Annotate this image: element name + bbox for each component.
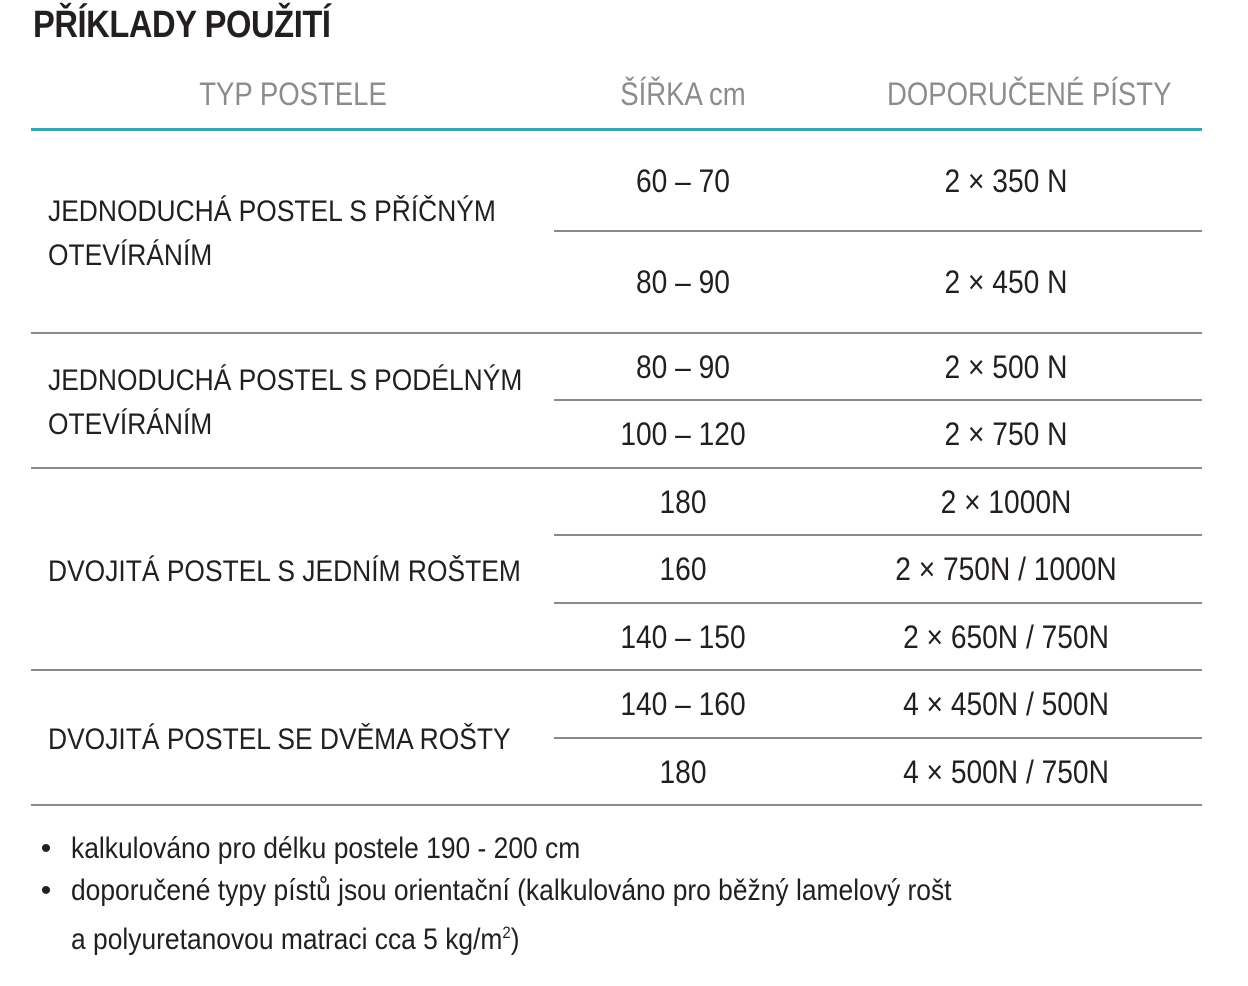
group-divider bbox=[31, 669, 1202, 671]
pistons-cell: 2 × 650N / 750N bbox=[903, 619, 1109, 655]
bed-type-label bbox=[48, 550, 521, 594]
pistons-cell: 2 × 500 N bbox=[944, 349, 1068, 385]
width-cell: 140 – 150 bbox=[620, 619, 746, 655]
note-item-continuation bbox=[36, 912, 1136, 961]
pistons-cell: 2 × 750N / 1000N bbox=[895, 551, 1117, 587]
row-divider bbox=[554, 399, 1202, 401]
pistons-cell: 2 × 450 N bbox=[944, 264, 1068, 300]
bed-type-line: JEDNODUCHÁ POSTEL S PŘÍČNÝM bbox=[48, 195, 496, 228]
width-cell: 180 bbox=[659, 754, 707, 790]
note-text: kalkulováno pro délku postele 190 - 200 cm bbox=[71, 832, 581, 865]
bed-type-label bbox=[48, 718, 511, 762]
width-cell: 80 – 90 bbox=[636, 349, 730, 385]
bed-type-line: DVOJITÁ POSTEL S JEDNÍM ROŠTEM bbox=[48, 555, 521, 588]
row-divider bbox=[554, 534, 1202, 536]
bed-type-label bbox=[48, 359, 522, 447]
bed-type-line: JEDNODUCHÁ POSTEL S PODÉLNÝM bbox=[48, 364, 523, 397]
superscript: 2 bbox=[502, 923, 511, 942]
pistons-cell: 4 × 450N / 500N bbox=[903, 686, 1109, 722]
row-divider bbox=[554, 737, 1202, 739]
header-rule bbox=[31, 128, 1202, 131]
bullet-icon: • bbox=[40, 874, 52, 907]
note-text: doporučené typy pístů jsou orientační (kalkulováno pro běžný lamelový rošt bbox=[71, 874, 952, 907]
row-divider bbox=[554, 602, 1202, 604]
pistons-cell: 2 × 1000N bbox=[940, 484, 1072, 520]
header-width: ŠÍŘKA cm bbox=[620, 76, 746, 112]
pistons-cell: 2 × 350 N bbox=[944, 163, 1068, 199]
group-divider bbox=[31, 467, 1202, 469]
note-text-part: a polyuretanovou matraci cca 5 kg/m bbox=[71, 923, 503, 956]
row-divider bbox=[554, 230, 1202, 232]
width-cell: 160 bbox=[659, 551, 707, 587]
width-cell: 80 – 90 bbox=[636, 264, 730, 300]
bullet-icon: • bbox=[40, 832, 52, 865]
notes-list bbox=[36, 828, 1136, 961]
width-cell: 100 – 120 bbox=[620, 416, 746, 452]
width-cell: 60 – 70 bbox=[636, 163, 730, 199]
bed-type-line: DVOJITÁ POSTEL SE DVĚMA ROŠTY bbox=[48, 723, 511, 756]
note-text bbox=[71, 912, 520, 961]
bed-type-label bbox=[48, 190, 496, 278]
note-item bbox=[36, 870, 1136, 912]
table-bottom-rule bbox=[31, 804, 1202, 806]
pistons-cell: 4 × 500N / 750N bbox=[903, 754, 1109, 790]
bed-type-line: OTEVÍRÁNÍM bbox=[48, 408, 213, 441]
group-divider bbox=[31, 332, 1202, 334]
bed-type-line: OTEVÍRÁNÍM bbox=[48, 239, 213, 272]
note-text-part: ) bbox=[510, 923, 520, 956]
header-pistons: DOPORUČENÉ PÍSTY bbox=[887, 76, 1172, 112]
width-cell: 140 – 160 bbox=[620, 686, 746, 722]
header-bed-type: TYP POSTELE bbox=[199, 76, 387, 112]
width-cell: 180 bbox=[659, 484, 707, 520]
note-item bbox=[36, 828, 1136, 870]
page-title: PŘÍKLADY POUŽITÍ bbox=[33, 4, 331, 46]
pistons-cell: 2 × 750 N bbox=[944, 416, 1068, 452]
